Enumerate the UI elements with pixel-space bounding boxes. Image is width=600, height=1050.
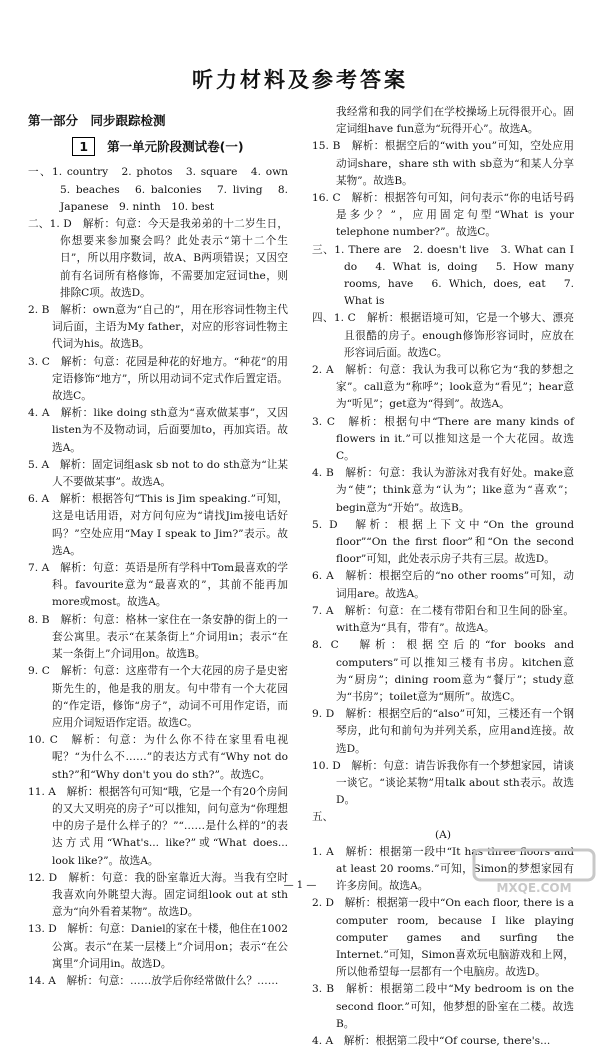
- answer-item: 10. C 解析：句意：为什么你不待在家里看电视呢？“为什么不……”的表达方式有“Why not do sth?”和“Why don't you do sth?”。故选C。: [28, 734, 288, 781]
- answer-item: 14. A 解析：句意：……放学后你经常做什么？……: [28, 974, 279, 987]
- answer-item: 1. A 解析：根据第一段中“It has three floors and at least 20 rooms.”可知，Simon的梦想家园有许多房间。故选A。: [312, 845, 574, 893]
- answer-item: 6. A 解析：根据答句“This is Jim speaking.”可知，这是电话用语，对方问句应为“请找Jim接电话好吗？”空处应用“May I speak to Jim?”表示。故选A。: [28, 493, 288, 557]
- answer-item: 8. C 解析：根据空后的“for books and computers”可以推知三楼有书房。kitchen意为“厨房”；dining room意为“餐厅”；study意为“书房”；toilet意为“厕所”。故选C。: [312, 639, 574, 703]
- answer-item: 2. A 解析：句意：我认为我可以称它为“我的梦想之家”。call意为“称呼”；look意为“看见”；hear意为“听见”；get意为“得到”。故选A。: [312, 364, 574, 411]
- watermark-text: MXQE.COM: [496, 881, 572, 895]
- answer-item: 7. A 解析：句意：在二楼有带阳台和卫生间的卧室。with意为“具有，带有”。故选A。: [312, 604, 574, 635]
- answer-item: 三、1. There are 2. doesn't live 3. What can I do 4. What is, doing 5. How many rooms, have 6. Which, does, eat 7. What is: [312, 243, 574, 308]
- answer-item: 2. D 解析：根据第一段中“On each floor, there is a computer room, because I like playing computer games and surfing the Internet.”可知，Simon喜欢玩电脑游戏和上网，所以他希望每一层都有一个电脑房。故选D。: [312, 897, 574, 979]
- answer-item: 11. A 解析：根据答句可知“哦，它是一个有20个房间的又大又明亮的房子”可以推知，问句意为“你理想中的房子是什么样子的？”“……是什么样的”的表达方式用“What's... like?”或“What does... look like?”。故选A。: [28, 785, 288, 867]
- answer-item: 12. D 解析：句意：我的卧室靠近大海。当我有空时我喜欢向外眺望大海。固定词组look out at sth意为“向外看着某物”。故选D。: [28, 871, 288, 919]
- answer-item: 9. D 解析：根据空后的“also”可知，三楼还有一个钢琴房，此句和前句为并列关系，应用and连接。故选D。: [312, 708, 574, 755]
- answer-item: 五、: [312, 811, 334, 824]
- unit-heading: [28, 137, 288, 156]
- part-title: 第一部分 同步跟踪检测: [28, 113, 166, 128]
- answer-item: 4. A 解析：like doing sth意为“喜欢做某事”，又因listen为不及物动词，后面要加to，再加宾语。故选A。: [28, 407, 288, 454]
- answer-item: 3. B 解析：根据第二段中“My bedroom is on the second floor.”可知，他梦想的卧室在二楼。故选B。: [312, 983, 574, 1030]
- unit-title: 第一单元阶段测试卷(一): [107, 139, 244, 155]
- answer-item: 四、1. C 解析：根据语境可知，它是一个够大、漂亮且很酷的房子。enough修饰形容词时，应放在形容词后面。故选C。: [312, 312, 574, 359]
- answer-item: 10. D 解析：句意：请告诉我你有一个梦想家园，请谈一谈它。“谈论某物”用talk about sth表示。故选D。: [312, 759, 574, 807]
- answer-item: 5. D 解析：根据上下文中“On the ground floor”“On the first floor”和“On the second floor”可知，此处表示房子共有三层。故选D。: [312, 518, 574, 566]
- answer-item: 6. A 解析：根据空后的“no other rooms”可知，动词用are。故选A。: [312, 570, 574, 600]
- right-column: [312, 104, 574, 1050]
- answer-item: 4. A 解析：根据第二段中“Of course, there's...: [312, 1034, 551, 1047]
- answer-item: 7. A 解析：句意：英语是所有学科中Tom最喜欢的学科。favourite意为“最喜欢的”，其前不能再加more或most。故选A。: [28, 562, 288, 609]
- answer-item: 16. C 解析：根据答句可知，问句表示“你的电话号码是多少？”，应用固定句型“What is your telephone number?”。故选C。: [312, 192, 574, 239]
- answer-item: 3. C 解析：句意：花园是种花的好地方。“种花”的用定语修饰“地方”，所以用动词不定式作后置定语。故选C。: [28, 355, 288, 403]
- answer-item: 2. B 解析：own意为“自己的”，用在形容词性物主代词后面，主语为My father，对应的形容词性物主代词为his。故选B。: [28, 304, 288, 351]
- answer-item: 15. B 解析：根据空后的“with you”可知，空处应用动词share，share sth with sb意为“和某人分享某物”。故选B。: [312, 140, 574, 187]
- left-column: [28, 112, 299, 990]
- answer-item: 一、1. country 2. photos 3. square 4. own 5. beaches 6. balconies 7. living 8. Japanese 9. ninth 10. best: [28, 166, 299, 213]
- answer-item: 3. C 解析：根据句中“There are many kinds of flowers in it.”可以推知这是一个大花园。故选C。: [312, 415, 574, 463]
- unit-number: 1: [72, 137, 95, 156]
- answer-item: 5. A 解析：固定词组ask sb not to do sth意为“让某人不要做某事”。故选A。: [28, 458, 288, 489]
- answer-item: (A): [435, 828, 451, 841]
- answer-item: 4. B 解析：句意：我认为游泳对我有好处。make意为“使”；think意为“认为”；like意为“喜欢”；begin意为“开始”。故选B。: [312, 467, 574, 514]
- answer-item: 我经常和我的同学们在学校操场上玩得很开心。固定词组have fun意为“玩得开心”。故选A。: [336, 106, 574, 136]
- answer-list-right: [312, 104, 574, 1050]
- answer-item: 二、1. D 解析：句意：今天是我弟弟的十二岁生日，你想要来参加聚会吗？此处表示“第十二个生日”，所以用序数词，故A、B两项错误；又因空前有名词所有格修饰，不需要加定冠词the，则排除C项。故选D。: [28, 218, 288, 299]
- answer-item: 8. B 解析：句意：格林一家住在一条安静的街上的一套公寓里。表示“在某条街上”介词用in；表示“在某一条街上”介词用on。故选B。: [28, 613, 288, 661]
- page-number: — 1 —: [283, 880, 317, 891]
- answer-list-left: [28, 164, 299, 990]
- watermark-logo: [470, 846, 598, 898]
- answer-item: 9. C 解析：句意：这座带有一个大花园的房子是史密斯先生的，他是我的朋友。句中带有一个大花园的“作定语，修饰“房子”，动词不可用作定语，而应用介词短语作定语。故选C。: [28, 665, 288, 729]
- page-title: 听力材料及参考答案: [192, 67, 408, 92]
- answer-item: 13. D 解析：句意：Daniel的家在十楼，他住在1002公寓。表示“在某一层楼上”介词用on；表示“在公寓里”介词用in。故选D。: [28, 923, 288, 970]
